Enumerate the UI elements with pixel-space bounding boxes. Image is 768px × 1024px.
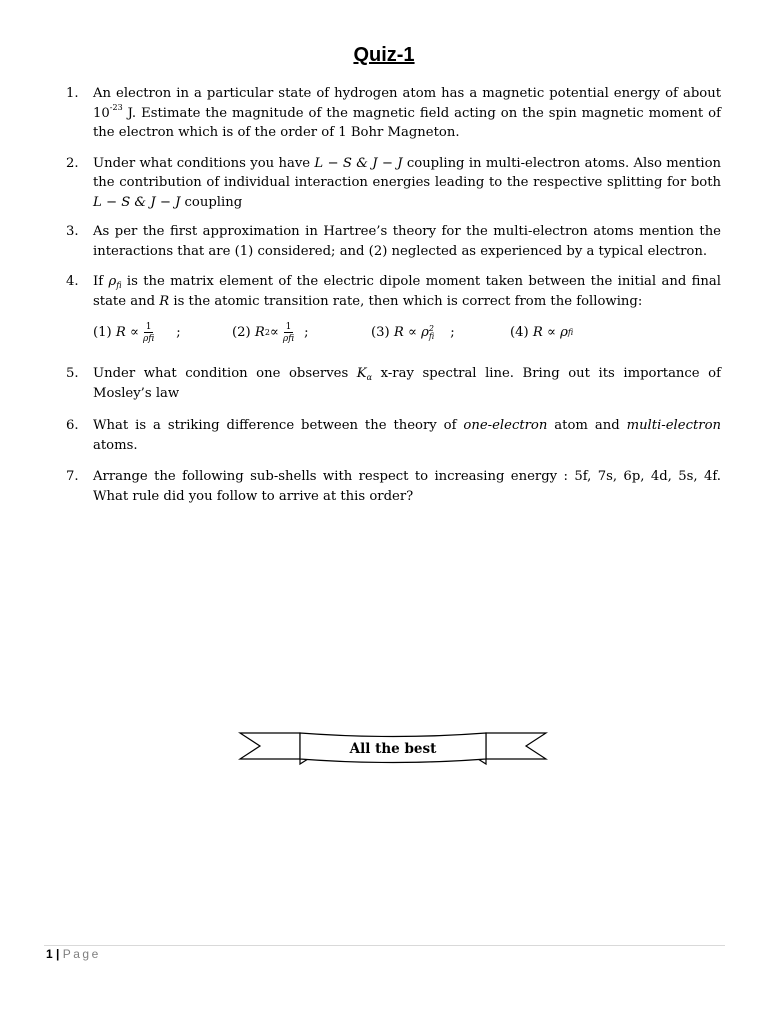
option-1	[93, 319, 181, 347]
question-text: What is a striking difference between the theory of	[93, 418, 464, 433]
question-number: 6.	[66, 418, 79, 433]
question-4	[66, 272, 721, 353]
emphasis-text: one-electron	[463, 418, 548, 433]
question-text: If	[93, 274, 109, 289]
question-text: coupling	[180, 194, 243, 210]
question-text: Arrange the following sub-shells with respect to increasing energy : 5f, 7s, 6p, 4d, 5s, 4f. What rule did you follow to arrive at this order?	[93, 469, 721, 504]
math-subscript: fi	[567, 328, 574, 337]
option-label: (2)	[232, 325, 251, 341]
question-text: Under what condition one observes	[93, 366, 357, 381]
question-number: 3.	[66, 224, 79, 239]
banner-text: All the best	[349, 741, 437, 757]
question-number: 1.	[66, 86, 79, 101]
question-list	[66, 84, 721, 506]
answer-options	[93, 319, 721, 353]
option-4	[510, 319, 573, 347]
quiz-title: Quiz-1	[353, 44, 415, 66]
option-label: (4)	[510, 325, 529, 341]
emphasis-text: multi-electron	[626, 418, 721, 433]
exponent: 2	[428, 324, 434, 333]
question-number: 7.	[66, 469, 79, 484]
question-2	[66, 154, 721, 213]
math-coupling: L − S & J − J	[314, 155, 403, 171]
option-expression: R	[254, 325, 265, 341]
page-number: 1	[46, 947, 53, 961]
fraction	[143, 322, 154, 344]
math-subscript: fi	[428, 332, 435, 341]
math-subscript: fi	[116, 281, 122, 290]
question-1	[66, 84, 721, 143]
fraction-denominator: ρfi	[282, 334, 295, 344]
question-text: An electron in a particular state of hydrogen atom has a magnetic potential energy of about 10	[93, 86, 721, 121]
fraction-denominator: ρfi	[142, 334, 155, 344]
math-subscript: α	[366, 373, 373, 382]
exponent: -23	[109, 102, 123, 112]
question-text: atoms.	[93, 437, 138, 453]
question-5	[66, 364, 721, 403]
question-text: x-ray spectral line. Bring out its importance of Mosley’s law	[93, 366, 721, 401]
question-text: J. Estimate the magnitude of the magnetic field acting on the spin magnetic moment of the electron which is of the order of 1 Bohr Magneton.	[93, 105, 721, 140]
option-separator: ;	[450, 325, 455, 341]
question-text: is the atomic transition rate, then which is correct from the following:	[169, 293, 643, 309]
option-label: (3)	[371, 325, 390, 341]
fraction-numerator: 1	[285, 322, 292, 332]
page-word: Page	[62, 947, 101, 961]
question-text: coupling in multi-electron atoms. Also mention the contribution of individual interaction energies leading to the respective splitting for both	[93, 155, 722, 190]
question-7	[66, 467, 721, 506]
question-number: 5.	[66, 366, 79, 381]
math-r: R	[159, 293, 170, 309]
option-label: (1)	[93, 325, 112, 341]
math-k: K	[356, 366, 367, 381]
ribbon-left-tail	[240, 733, 300, 759]
math-rho: ρ	[108, 274, 117, 289]
option-2: (2) R 2 ∝ $\frac{1}{\text{ρfi}}$ ;	[232, 322, 309, 344]
option-separator: ;	[176, 325, 181, 341]
footer-divider	[44, 945, 725, 946]
option-expression: ∝	[269, 325, 279, 341]
footer-separator: |	[56, 947, 60, 961]
fraction-numerator: 1	[145, 322, 152, 332]
question-text: atom and	[547, 418, 627, 433]
fraction	[283, 322, 294, 344]
page-footer	[46, 947, 101, 961]
math-coupling: L − S & J − J	[93, 194, 181, 210]
option-expression: R ∝ ρ	[393, 325, 429, 341]
question-number: 2.	[66, 155, 79, 171]
question-text: Under what conditions you have	[93, 155, 315, 171]
question-text: is the matrix element of the electric dipole moment taken between the initial and final state and	[93, 274, 721, 309]
option-separator: ;	[304, 325, 309, 341]
question-6	[66, 416, 721, 455]
question-text: As per the first approximation in Hartree’s theory for the multi-electron atoms mention the interactions that are (1) considered; and (2) neglected as experienced by a typical electron.	[93, 224, 721, 259]
ribbon-right-tail	[486, 733, 546, 759]
option-expression: R ∝ ρ	[532, 325, 568, 341]
question-number: 4.	[66, 274, 79, 289]
question-3	[66, 222, 721, 261]
option-3	[371, 319, 455, 347]
option-expression: R ∝	[115, 325, 139, 341]
